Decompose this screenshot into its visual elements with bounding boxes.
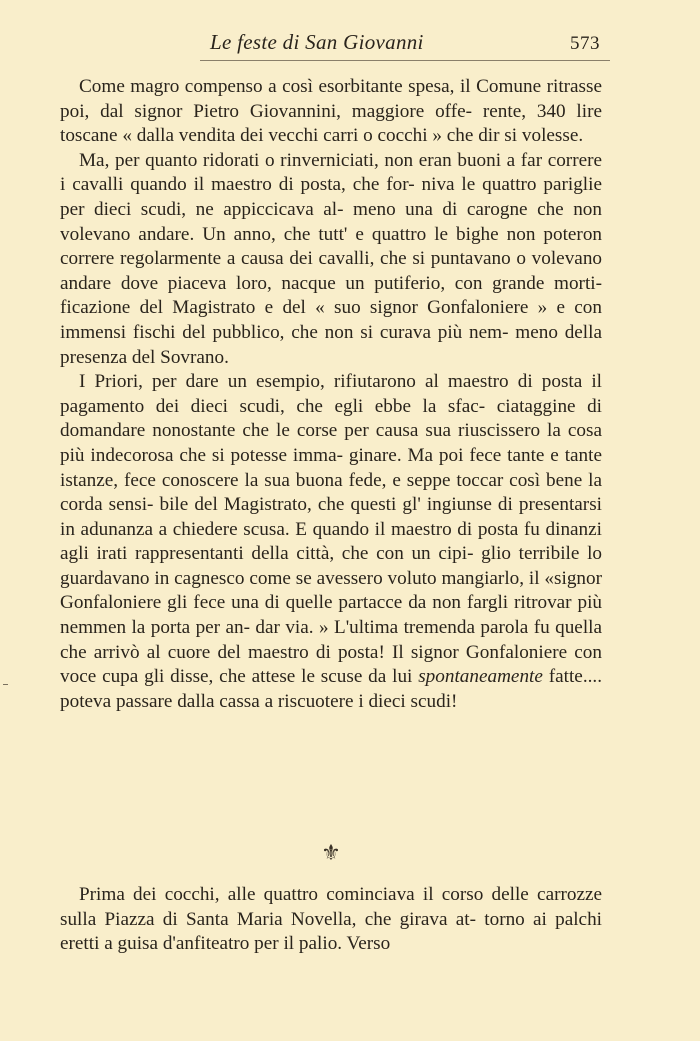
text-line: dove piaceva loro, nacque un putiferio, con grande morti- bbox=[120, 272, 602, 294]
text-line: ficazione del Magistrato e del « suo signor Gonfaloniere » e bbox=[60, 297, 566, 319]
margin-mark bbox=[3, 684, 8, 685]
paragraph-4 bbox=[60, 883, 602, 957]
text-line: la sua buona fede, e seppe toccar così bene la corda sensi- bbox=[60, 469, 603, 516]
page-number: 573 bbox=[570, 33, 600, 54]
page-header bbox=[60, 30, 610, 64]
text-line: meno una di carogne che non volevano andare. Un anno, che bbox=[60, 198, 602, 245]
text-line: meno della presenza del Sovrano. bbox=[60, 321, 602, 368]
text-line: niva le quattro pariglie per dieci scudi, ne appiccicava al- bbox=[60, 174, 602, 220]
paragraph-3 bbox=[60, 370, 602, 714]
text-line: dinanzi agli irati rappresentanti della città, che con un cipi- bbox=[60, 518, 602, 565]
text-line: I Priori, per dare un esempio, rifiutarono al maestro di bbox=[79, 371, 533, 393]
text-line: torno ai palchi eretti a guisa d'anfiteatro per il palio. Verso bbox=[60, 908, 602, 955]
paragraph-2 bbox=[60, 149, 602, 370]
text-line: Prima dei cocchi, alle quattro cominciava il corso delle bbox=[79, 884, 529, 905]
text-line: bile del Magistrato, che questi gl' ingiunse di presentarsi in bbox=[60, 494, 602, 540]
header-rule bbox=[200, 60, 610, 61]
main-text bbox=[60, 75, 602, 714]
text-line: adunanza a chiedere scusa. E quando il maestro di posta fu bbox=[80, 518, 540, 540]
fleur-de-lis-icon: ⚜ bbox=[321, 840, 341, 865]
text-line: cupa gli disse, che attese le scuse da lui spontaneamente fatte.... bbox=[102, 666, 603, 688]
text-line: rente, 340 lire toscane « dalla vendita dei vecchi carri o bbox=[60, 100, 602, 147]
running-title: Le feste di San Giovanni bbox=[210, 30, 424, 54]
text-line: poteva passare dalla cassa a riscuotere i dieci scudi! bbox=[60, 690, 458, 712]
text-line: ritrasse poi, dal signor Pietro Giovannini, maggiore offe- bbox=[60, 76, 603, 122]
text-line: dar via. » L'ultima tremenda parola fu quella che arrivò al bbox=[60, 617, 603, 663]
text-line: a causa dei cavalli, che si puntavano o volevano andare bbox=[60, 248, 603, 294]
text-line: carrozze sulla Piazza di Santa Maria Novella, che girava at- bbox=[60, 884, 603, 930]
text-line: Come magro compenso a così esorbitante spesa, il Comune bbox=[79, 76, 542, 97]
text-line: sua riuscissero la cosa più indecorosa che si potesse imma- bbox=[60, 420, 602, 466]
text-line: ciataggine di domandare nonostante che le corse per causa bbox=[60, 395, 603, 442]
text-line: con immensi fischi del pubblico, che non si curava più nem- bbox=[60, 297, 602, 343]
text-line: glio terribile lo guardavano in cagnesco come se avessero bbox=[60, 543, 602, 589]
paragraph-1 bbox=[60, 75, 602, 149]
next-section-text bbox=[60, 883, 602, 957]
text-line: ginare. Ma poi fece tante e tante istanze, fece conoscere bbox=[60, 444, 602, 491]
text-line: posta il pagamento dei dieci scudi, che egli ebbe la sfac- bbox=[60, 371, 602, 417]
text-line: partacce da non fargli ritrovar più nemmen la porta per an- bbox=[60, 592, 603, 639]
text-line: Ma, per quanto ridorati o rinverniciati, non eran buoni bbox=[79, 149, 502, 171]
text-line: a far correre i cavalli quando il maestro di posta, che for- bbox=[60, 149, 603, 196]
text-line: tutt' e quattro le bighe non poteron correre regolarmente bbox=[60, 223, 603, 270]
text-line: voluto mangiarlo, il «signor Gonfaloniere gli fece una di quelle bbox=[60, 567, 602, 614]
text-line: cuore del maestro di posta! Il signor Gonfaloniere con voce bbox=[60, 641, 602, 688]
text-line: cocchi » che dir si volesse. bbox=[377, 125, 584, 147]
